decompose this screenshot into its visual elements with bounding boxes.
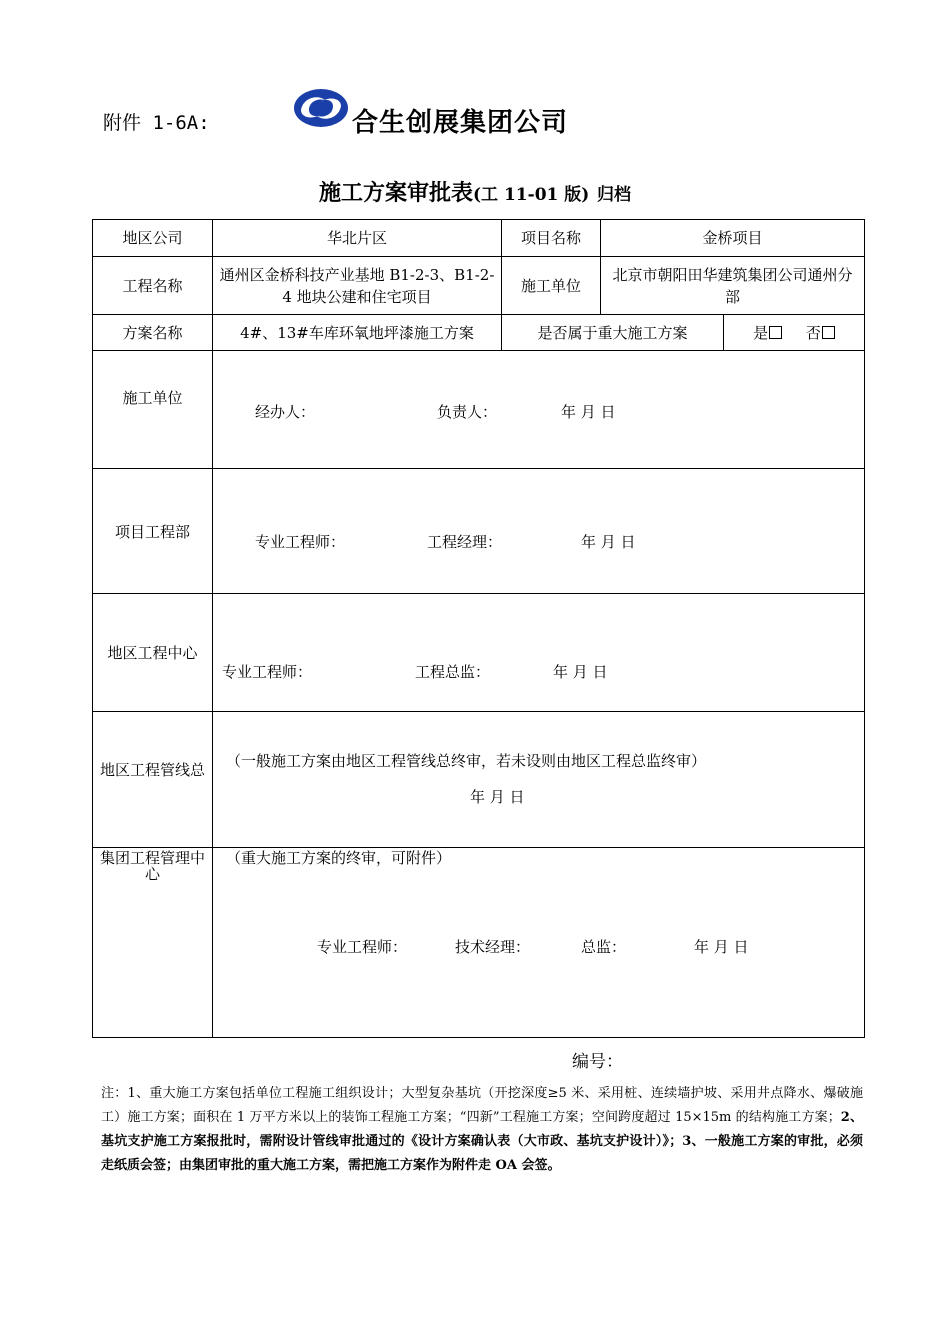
attachment-number: 附件 1-6A: [103, 112, 210, 134]
footnote-part2: 2、基坑支护施工方案报批时，需附设计管线审批通过的《设计方案确认表（大市政、基坑支护设计）》；3、一般施工方案的审批，必须走纸质会签；由集团审批的重大施工方案，需把施工方案作为附件走 OA 会签。 [101, 1110, 864, 1173]
yes-checkbox[interactable] [769, 326, 782, 339]
section-project-dept[interactable] [213, 469, 865, 594]
form-title-main: 施工方案审批表 [319, 180, 474, 206]
footnote [101, 1082, 863, 1178]
no-checkbox[interactable] [822, 326, 835, 339]
tech-manager-label: 技术经理： [455, 938, 531, 956]
project-name-value[interactable]: 金桥项目 [601, 220, 865, 257]
no-label: 否 [805, 323, 821, 342]
construction-unit-value[interactable]: 北京市朝阳田华建筑集团公司通州分部 [601, 257, 865, 315]
supervisor-label: 工程总监： [415, 663, 491, 681]
engineering-name-value[interactable]: 通州区金桥科技产业基地 B1-2-3、B1-2-4 地块公建和住宅项目 [213, 257, 502, 315]
date-label: 年 月 日 [561, 403, 616, 421]
major-plan-label: 是否属于重大施工方案 [502, 315, 724, 351]
company-name: 合生创展集团公司 [352, 108, 569, 138]
date-label: 年 月 日 [470, 788, 525, 806]
form-version: (工 11-01 版) [473, 185, 590, 205]
archive-label: 归档 [596, 185, 631, 205]
section-region-pipeline[interactable] [213, 712, 865, 848]
handler-label: 经办人： [255, 403, 316, 421]
engineer-label: 专业工程师： [222, 663, 313, 681]
section-region-center[interactable] [213, 594, 865, 712]
date-label: 年 月 日 [694, 938, 749, 956]
responsible-label: 负责人： [437, 403, 498, 421]
major-plan-choice [724, 315, 865, 351]
date-label: 年 月 日 [581, 533, 636, 551]
engineer-label: 专业工程师： [317, 938, 408, 956]
company-logo-icon [293, 88, 349, 128]
region-company-value[interactable]: 华北片区 [213, 220, 502, 257]
construction-unit-label: 施工单位 [502, 257, 601, 315]
approval-table [92, 219, 865, 1038]
form-title [0, 176, 950, 207]
number-label: 编号： [572, 1052, 623, 1072]
section-region-pipeline-label: 地区工程管线总 [93, 712, 213, 848]
project-name-label: 项目名称 [502, 220, 601, 257]
region-company-label: 地区公司 [93, 220, 213, 257]
date-label: 年 月 日 [553, 663, 608, 681]
section-region-center-label: 地区工程中心 [93, 594, 213, 712]
section-group-center-label: 集团工程管理中心 [93, 848, 213, 1038]
group-note: （重大施工方案的终审，可附件） [226, 849, 452, 867]
footnote-part1: 注：1、重大施工方案包括单位工程施工组织设计；大型复杂基坑（开挖深度≥5 米、采用桩、连续墙护坡、采用井点降水、爆破施工）施工方案；面积在 1 万平方米以上的装饰工程施工方案；“四新”工程施工方案；空间跨度超过 15×15m 的结构施工方案； [101, 1086, 863, 1125]
section-project-dept-label: 项目工程部 [93, 469, 213, 594]
manager-label: 工程经理： [427, 533, 503, 551]
pipeline-note: （一般施工方案由地区工程管线总终审，若未设则由地区工程总监终审） [226, 752, 707, 770]
engineering-name-label: 工程名称 [93, 257, 213, 315]
plan-name-label: 方案名称 [93, 315, 213, 351]
section-construction-unit[interactable] [213, 351, 865, 469]
director-label: 总监： [581, 938, 627, 956]
plan-name-value[interactable]: 4#、13#车库环氧地坪漆施工方案 [213, 315, 502, 351]
section-construction-unit-label: 施工单位 [93, 351, 213, 469]
section-group-center[interactable] [213, 848, 865, 1038]
engineer-label: 专业工程师： [255, 533, 346, 551]
yes-label: 是 [753, 323, 769, 342]
